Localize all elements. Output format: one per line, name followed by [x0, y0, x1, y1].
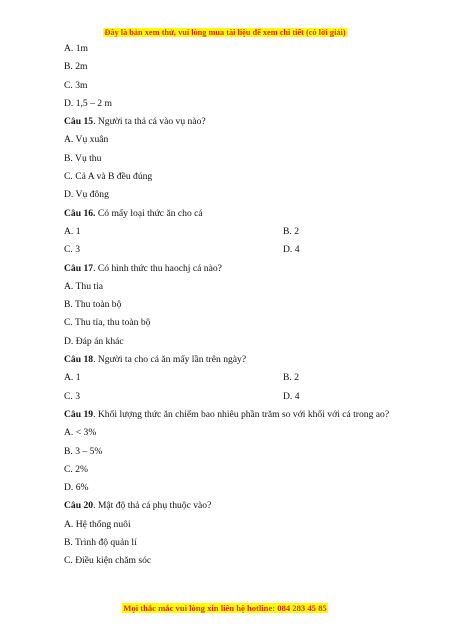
q19-option-b: B. 3 – 5%	[64, 445, 103, 457]
q20-option-c: C. Điều kiện chăm sóc	[64, 555, 152, 567]
q15-option-b: B. Vụ thu	[64, 152, 102, 164]
question-15-text: . Người ta thả cá vào vụ nào?	[93, 116, 206, 128]
question-17	[64, 260, 394, 278]
q19-option-c: C. 2%	[64, 463, 88, 475]
question-18-number: Câu 18	[64, 354, 94, 366]
question-15	[64, 113, 394, 131]
hotline-footer-banner: Mọi thắc mắc vui lòng xin liên hệ hotline: 084 283 45 85	[123, 603, 327, 613]
q19-option-d: D. 6%	[64, 482, 89, 494]
q18-option-c: C. 3	[64, 390, 80, 402]
q15-option-a: A. Vụ xuân	[64, 134, 109, 146]
question-19-text: . Khối lượng thức ăn chiếm bao nhiêu phần trăm so với khối với cá trong ao?	[93, 408, 390, 420]
question-16-text: Có mấy loại thức ăn cho cá	[95, 207, 203, 219]
question-16-number: Câu 16.	[64, 207, 96, 219]
q14-option-b: B. 2m	[64, 61, 88, 73]
q16-option-b: B. 2	[283, 225, 299, 237]
question-19-number: Câu 19	[64, 408, 94, 420]
q19-option-a: A. < 3%	[64, 427, 97, 439]
question-17-text: . Có hình thức thu haochj cá nào?	[93, 262, 222, 274]
q16-options-row-1	[64, 223, 394, 241]
q18-option-a: A. 1	[64, 372, 81, 384]
q15-option-c: C. Cả A và B đều đúng	[64, 171, 153, 183]
q16-option-a: A. 1	[64, 225, 81, 237]
question-17-number: Câu 17	[64, 262, 94, 274]
question-18	[64, 351, 394, 369]
q16-option-d: D. 4	[283, 244, 300, 256]
q17-option-a: A. Thu tỉa	[64, 280, 103, 292]
q17-option-b: B. Thu toàn bộ	[64, 299, 122, 311]
q16-options-row-2	[64, 241, 394, 259]
document-body	[64, 40, 394, 571]
preview-notice-banner: Đây là bản xem thử, vui lòng mua tài liệu để xem chi tiết (có lời giải)	[104, 28, 346, 37]
question-20-number: Câu 20	[64, 500, 94, 512]
question-16	[64, 205, 394, 223]
q18-options-row-1	[64, 369, 394, 387]
q20-option-a: A. Hệ thống nuôi	[64, 518, 131, 530]
q16-option-c: C. 3	[64, 244, 80, 256]
q17-option-c: C. Thu tỉa, thu toàn bộ	[64, 317, 151, 329]
question-19	[64, 406, 394, 424]
question-20	[64, 497, 394, 515]
q18-option-b: B. 2	[283, 372, 299, 384]
q14-option-a: A. 1m	[64, 43, 88, 54]
q14-option-c: C. 3m	[64, 79, 88, 91]
q18-options-row-2	[64, 388, 394, 406]
q20-option-b: B. Trình độ quản lí	[64, 537, 137, 549]
q15-option-d: D. Vụ đông	[64, 189, 109, 201]
question-18-text: . Người ta cho cá ăn mấy lần trên ngày?	[93, 354, 247, 366]
q18-option-d: D. 4	[283, 390, 300, 402]
question-20-text: . Mật độ thả cá phụ thuộc vào?	[93, 500, 212, 512]
q17-option-d: D. Đáp án khác	[64, 335, 124, 347]
question-15-number: Câu 15	[64, 116, 94, 128]
q14-option-d: D. 1,5 – 2 m	[64, 97, 112, 109]
